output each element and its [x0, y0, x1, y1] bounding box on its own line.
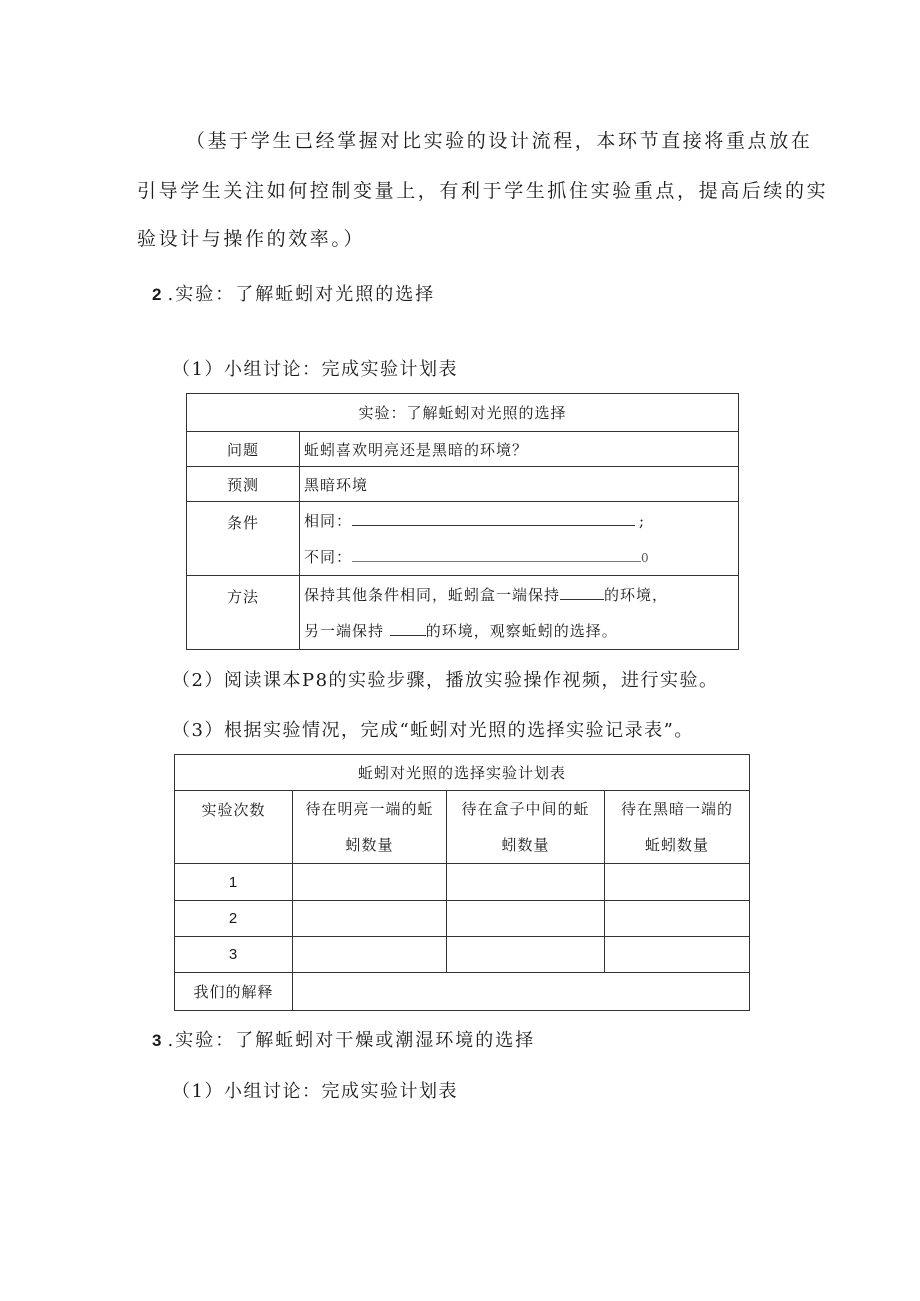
same-label: 相同： [304, 511, 353, 530]
same-end: ; [639, 511, 646, 530]
explanation-label: 我们的解释 [175, 973, 293, 1011]
intro-line-1: （基于学生已经掌握对比实验的设计流程，本环节直接将重点放在 [186, 130, 813, 152]
section-2-step-2: （2）阅读课本P8的实验步骤，播放实验操作视频，进行实验。 [172, 670, 719, 691]
diff-label: 不同： [304, 547, 353, 566]
prediction-label: 预测 [187, 467, 300, 502]
condition-label: 条件 [187, 502, 300, 576]
header-middle [447, 791, 605, 864]
condition-cell [300, 502, 739, 576]
header-middle-line-2: 蚓数量 [501, 836, 550, 854]
header-bright-line-2: 蚓数量 [345, 836, 394, 854]
diff-end: 0 [641, 550, 650, 565]
experiment-plan-table [186, 393, 739, 650]
record-table-title: 蚯蚓对光照的选择实验计划表 [175, 755, 750, 791]
section-3-step-1: （1）小组讨论：完成实验计划表 [172, 1081, 458, 1102]
section-2-heading [152, 280, 435, 306]
section-2-title: .实验：了解蚯蚓对光照的选择 [167, 284, 436, 305]
bright-count-cell[interactable] [293, 864, 447, 901]
header-dark-end [605, 791, 750, 864]
dark-count-cell[interactable] [605, 901, 750, 937]
dark-count-cell[interactable] [605, 864, 750, 901]
method-blank-1[interactable] [560, 583, 604, 600]
trial-number: 1 [175, 864, 293, 901]
intro-line-2: 引导学生关注如何控制变量上，有利于学生抓住实验重点，提高后续的实 [137, 180, 829, 202]
experiment-record-table [174, 754, 750, 1011]
method-label: 方法 [187, 576, 300, 650]
header-dark-line-2: 蚯蚓数量 [644, 836, 709, 854]
dark-count-cell[interactable] [605, 937, 750, 973]
method-line-2a: 另一端保持 [304, 621, 390, 640]
section-2-step-1: （1）小组讨论：完成实验计划表 [172, 359, 458, 380]
plan-table-title: 实验：了解蚯蚓对光照的选择 [187, 394, 739, 432]
bright-count-cell[interactable] [293, 937, 447, 973]
method-line-1b: 的环境， [604, 585, 669, 604]
header-bright-line-1: 待在明亮一端的蚯 [305, 800, 434, 818]
explanation-cell[interactable] [293, 973, 750, 1011]
trial-number: 3 [175, 937, 293, 973]
table-row [175, 937, 750, 973]
header-trial-count: 实验次数 [175, 791, 293, 864]
question-label: 问题 [187, 432, 300, 467]
prediction-value: 黑暗环境 [300, 467, 739, 502]
same-blank[interactable] [352, 509, 635, 526]
section-2-number: 2 [152, 285, 164, 304]
trial-number: 2 [175, 901, 293, 937]
method-line-2b: 的环境，观察蚯蚓的选择。 [425, 621, 618, 640]
middle-count-cell[interactable] [447, 864, 605, 901]
header-dark-line-1: 待在黑暗一端的 [620, 800, 733, 818]
section-3-title: .实验：了解蚯蚓对干燥或潮湿环境的选择 [167, 1030, 536, 1051]
header-bright-end [293, 791, 447, 864]
diff-blank[interactable] [352, 545, 641, 562]
header-middle-line-1: 待在盒子中间的蚯 [461, 800, 590, 818]
method-blank-2[interactable] [390, 619, 426, 636]
bright-count-cell[interactable] [293, 901, 447, 937]
middle-count-cell[interactable] [447, 901, 605, 937]
section-3-number: 3 [152, 1031, 164, 1050]
section-3-heading [152, 1026, 535, 1052]
table-row [175, 901, 750, 937]
table-row [175, 864, 750, 901]
section-2-step-3: （3）根据实验情况，完成“蚯蚓对光照的选择实验记录表”。 [172, 720, 694, 741]
question-value: 蚯蚓喜欢明亮还是黑暗的环境？ [300, 432, 739, 467]
method-line-1a: 保持其他条件相同，蚯蚓盒一端保持 [304, 585, 561, 604]
intro-line-3: 验设计与操作的效率。） [137, 228, 366, 250]
middle-count-cell[interactable] [447, 937, 605, 973]
method-cell [300, 576, 739, 650]
